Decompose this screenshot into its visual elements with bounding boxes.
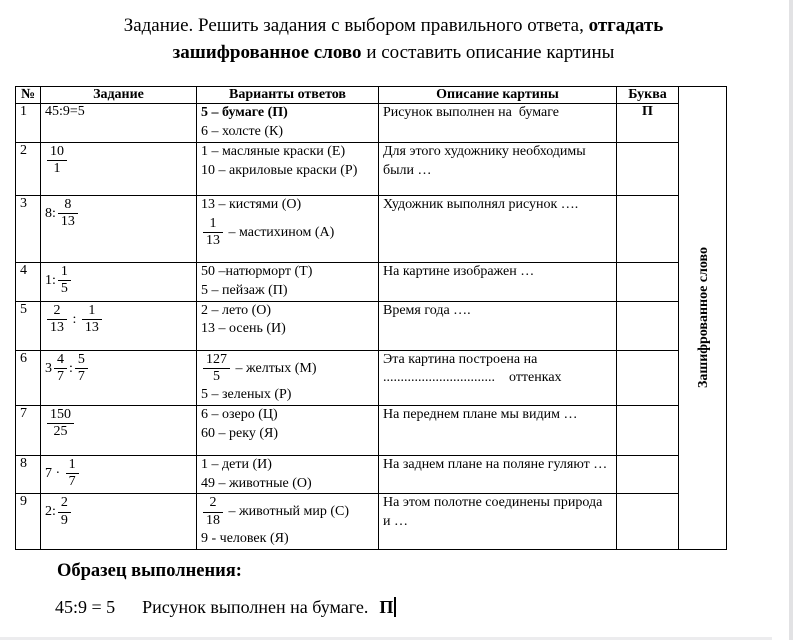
variant-line: 60 – реку (Я)	[201, 425, 278, 441]
sample-letter: П	[379, 597, 394, 617]
fraction: $\frac{5}{7}$	[75, 352, 88, 385]
variant-line: 6 – холсте (К)	[201, 123, 283, 139]
page-title	[40, 12, 747, 66]
fraction: $\frac{4}{7}$	[54, 352, 67, 385]
cell-letter	[617, 142, 679, 195]
fraction: $\frac{1}{7}$	[66, 457, 79, 490]
cell-letter	[617, 494, 679, 549]
cell-description: На картине изображен …	[379, 262, 617, 301]
cipher-word-label: Зашифрованное слово	[696, 247, 711, 389]
cell-num: 9	[16, 494, 41, 549]
title-normal-2: и составить описание картины	[361, 42, 615, 63]
header-variants: Варианты ответов	[197, 87, 379, 104]
fraction: $\frac{8}{13}$	[58, 197, 78, 230]
cell-num: 5	[16, 301, 41, 350]
variant-line: 2 – лето (О)	[201, 302, 272, 318]
cell-description: Время года ….	[379, 301, 617, 350]
variant-line: 1 – дети (И)	[201, 456, 272, 472]
fraction: $\frac{127}{5}$	[203, 352, 230, 385]
variant-line: 6 – озеро (Ц)	[201, 406, 278, 422]
fraction: $\frac{1}{13}$	[203, 216, 223, 249]
table-row	[16, 262, 727, 301]
cell-task: 7 · $\frac{1}{7}$	[41, 455, 197, 494]
fraction: $\frac{150}{25}$	[47, 407, 74, 440]
variant-line: 49 – животные (О)	[201, 475, 312, 491]
cell-variants	[197, 262, 379, 301]
table-row	[16, 455, 727, 494]
cell-task	[41, 405, 197, 455]
cell-task: 45:9=5	[41, 104, 197, 143]
variant-line: $\frac{1}{13}$ – мастихином (А)	[201, 215, 374, 250]
cell-letter	[617, 350, 679, 405]
text-cursor	[394, 597, 396, 617]
sample-line	[55, 597, 396, 618]
table-row	[16, 195, 727, 262]
variant-line: 5 – пейзаж (П)	[201, 282, 288, 298]
cell-variants	[197, 142, 379, 195]
cell-variants	[197, 195, 379, 262]
variant-line: 10 – акриловые краски (Р)	[201, 162, 358, 178]
header-letter: Буква	[617, 87, 679, 104]
cell-num: 4	[16, 262, 41, 301]
fraction: $\frac{2}{13}$	[47, 303, 67, 336]
variant-line: $\frac{2}{18}$ – животный мир (С)	[201, 494, 374, 529]
variant-line: 9 - человек (Я)	[201, 530, 289, 546]
title-bold-1: отгадать	[588, 15, 664, 36]
cell-variants	[197, 455, 379, 494]
fraction: $\frac{1}{5}$	[58, 264, 71, 297]
cell-letter	[617, 301, 679, 350]
header-num: №	[16, 87, 41, 104]
cell-task: 1: $\frac{1}{5}$	[41, 262, 197, 301]
cell-letter	[617, 405, 679, 455]
assignment-table	[15, 86, 727, 550]
fraction: $\frac{1}{13}$	[82, 303, 102, 336]
table-row	[16, 104, 727, 143]
cell-description: Для этого художнику необходимы были …	[379, 142, 617, 195]
variant-line: 13 – кистями (О)	[201, 196, 302, 212]
variant-line: 13 – осень (И)	[201, 321, 286, 337]
fraction: $\frac{2}{18}$	[203, 495, 223, 528]
variant-line: $\frac{127}{5}$ – желтых (М)	[201, 351, 374, 386]
variant-line: 5 – бумаге (П)	[201, 105, 288, 120]
variant-line: 50 –натюрморт (Т)	[201, 263, 313, 279]
cell-description: Рисунок выполнен на бумаге	[379, 104, 617, 143]
assignment-table-body	[16, 87, 727, 550]
cell-letter	[617, 262, 679, 301]
sample-sentence: Рисунок выполнен на бумаге.	[142, 597, 369, 617]
fraction: $\frac{2}{9}$	[58, 495, 71, 528]
title-bold-2: зашифрованное слово	[172, 42, 362, 63]
header-description: Описание картины	[379, 87, 617, 104]
fraction: $\frac{10}{1}$	[47, 144, 67, 177]
cell-letter	[617, 455, 679, 494]
table-row	[16, 350, 727, 405]
cell-task: 8: $\frac{8}{13}$	[41, 195, 197, 262]
cell-num: 7	[16, 405, 41, 455]
cell-description: Эта картина построена на ................................ оттенках	[379, 350, 617, 405]
cell-num: 2	[16, 142, 41, 195]
title-normal-1: Задание. Решить задания с выбором правильного ответа,	[123, 15, 589, 36]
cell-variants	[197, 350, 379, 405]
cell-description: Художник выполнял рисунок ….	[379, 195, 617, 262]
cell-description: На этом полотне соединены природа и …	[379, 494, 617, 549]
cell-num: 1	[16, 104, 41, 143]
variant-line: 1 – масляные краски (Е)	[201, 143, 346, 159]
cell-task: $\frac{2}{13}$ : $\frac{1}{13}$	[41, 301, 197, 350]
cell-letter	[617, 195, 679, 262]
cell-task	[41, 142, 197, 195]
cell-description: На заднем плане на поляне гуляют …	[379, 455, 617, 494]
cell-letter: П	[617, 104, 679, 143]
sample-equation: 45:9 = 5	[55, 597, 116, 617]
cell-task: 2: $\frac{2}{9}$	[41, 494, 197, 549]
table-row	[16, 405, 727, 455]
table-row	[16, 142, 727, 195]
variant-line: 5 – зеленых (Р)	[201, 386, 292, 402]
cell-variants	[197, 104, 379, 143]
table-row	[16, 494, 727, 549]
cell-num: 6	[16, 350, 41, 405]
cipher-word-column	[679, 87, 727, 550]
table-row	[16, 301, 727, 350]
sample-heading: Образец выполнения:	[57, 561, 242, 581]
cell-num: 3	[16, 195, 41, 262]
header-task: Задание	[41, 87, 197, 104]
cell-description: На переднем плане мы видим …	[379, 405, 617, 455]
cell-num: 8	[16, 455, 41, 494]
page-edge-right	[789, 0, 793, 640]
cell-task: 3 $\frac{4}{7}$ : $\frac{5}{7}$	[41, 350, 197, 405]
cell-variants	[197, 494, 379, 549]
cell-variants	[197, 301, 379, 350]
cell-variants	[197, 405, 379, 455]
table-header-row	[16, 87, 727, 104]
